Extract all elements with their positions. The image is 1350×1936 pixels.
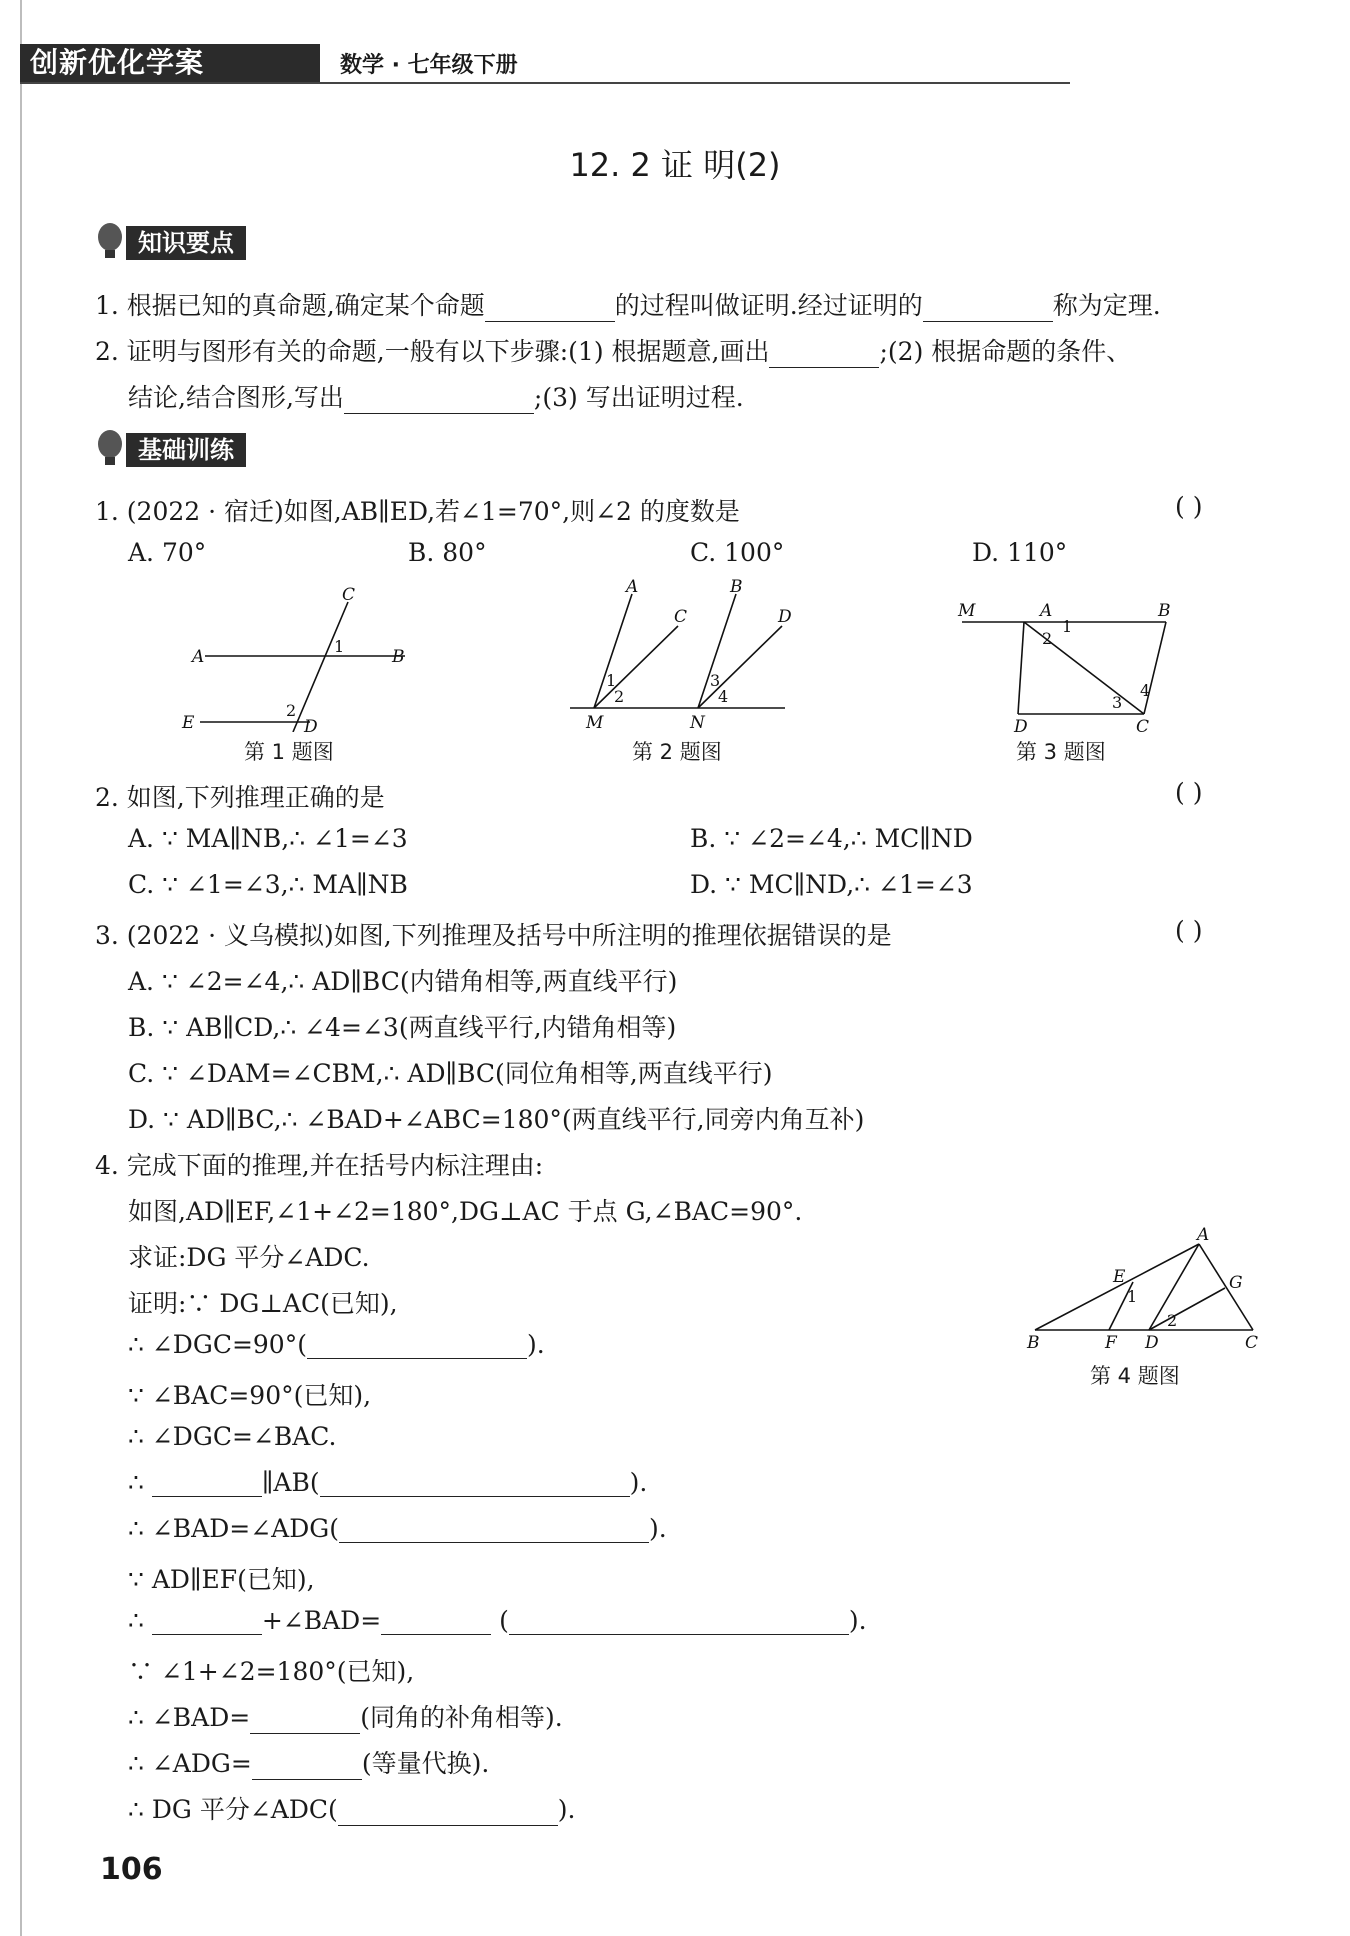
answer-blank[interactable] bbox=[320, 1470, 630, 1497]
answer-blank[interactable] bbox=[152, 1608, 262, 1635]
fig4-label: 1 bbox=[1127, 1287, 1138, 1306]
q4-step-4: ∴ ∠DGC=∠BAC. bbox=[128, 1422, 337, 1451]
fig3-label: 2 bbox=[1042, 629, 1053, 648]
fig4-label: E bbox=[1113, 1267, 1126, 1287]
q4-step-12-close: ). bbox=[557, 1795, 576, 1824]
q4-step-6 bbox=[128, 1514, 667, 1543]
fig3-label: 3 bbox=[1112, 693, 1123, 712]
fig2-label: 4 bbox=[718, 687, 729, 706]
q4-step-8-text-b: +∠BAD= bbox=[261, 1606, 382, 1635]
fig2-label: N bbox=[690, 713, 705, 733]
q3-stem: 3. (2022 · 义乌模拟)如图,下列推理及括号中所注明的推理依据错误的是 bbox=[95, 921, 892, 950]
figure-1-caption: 第 1 题图 bbox=[244, 740, 334, 764]
section-knowledge-label: 知识要点 bbox=[126, 226, 246, 260]
fig2-label: 2 bbox=[614, 687, 625, 706]
answer-blank[interactable] bbox=[152, 1470, 262, 1497]
answer-blank[interactable] bbox=[338, 1799, 558, 1826]
fig1-label: C bbox=[342, 585, 356, 605]
q4-step-3: ∵ ∠BAC=90°(已知), bbox=[128, 1381, 372, 1410]
q1-stem: 1. (2022 · 宿迁)如图,AB∥ED,若∠1=70°,则∠2 的度数是 bbox=[95, 497, 740, 526]
q4-step-1: 证明:∵ DG⊥AC(已知), bbox=[128, 1289, 398, 1318]
q2-option-d[interactable]: D. ∵ MC∥ND,∴ ∠1=∠3 bbox=[690, 870, 973, 899]
q1-option-b[interactable]: B. 80° bbox=[408, 538, 487, 567]
q4-step-11-text: ∴ ∠ADG= bbox=[128, 1749, 252, 1778]
fig2-label: 1 bbox=[606, 671, 617, 690]
knowledge-item-1 bbox=[95, 286, 1161, 322]
knowledge-1-text-b: 的过程叫做证明.经过证明的 bbox=[614, 291, 923, 320]
figure-2-caption: 第 2 题图 bbox=[632, 740, 722, 764]
q4-step-2-text: ∴ ∠DGC=90°( bbox=[128, 1330, 307, 1359]
figure-4-caption: 第 4 题图 bbox=[1090, 1364, 1180, 1388]
answer-blank[interactable] bbox=[307, 1332, 527, 1359]
figure-3 bbox=[950, 596, 1180, 736]
fig4-label: F bbox=[1105, 1333, 1117, 1353]
q2-option-b[interactable]: B. ∵ ∠2=∠4,∴ MC∥ND bbox=[690, 824, 973, 853]
section-knowledge bbox=[96, 226, 316, 260]
q3-answer-paren[interactable]: ( ) bbox=[1175, 916, 1203, 945]
answer-blank[interactable] bbox=[344, 387, 534, 414]
fig2-label: A bbox=[626, 578, 639, 597]
fig4-label: B bbox=[1027, 1333, 1040, 1353]
fig3-label: D bbox=[1014, 717, 1028, 736]
knowledge-2-text-a: 2. 证明与图形有关的命题,一般有以下步骤:(1) 根据题意,画出 bbox=[95, 337, 770, 366]
knowledge-1-text-c: 称为定理. bbox=[1052, 291, 1161, 320]
q4-step-8-close: ). bbox=[848, 1606, 867, 1635]
fig3-label: 1 bbox=[1062, 617, 1073, 636]
q4-step-5-close: ). bbox=[629, 1468, 648, 1497]
q4-step-5-text: ∴ bbox=[128, 1468, 144, 1497]
q4-step-10 bbox=[128, 1698, 563, 1734]
q4-step-2-close: ). bbox=[526, 1330, 545, 1359]
q3-option-b[interactable]: B. ∵ AB∥CD,∴ ∠4=∠3(两直线平行,内错角相等) bbox=[128, 1013, 677, 1042]
q4-step-5-text-b: ∥AB( bbox=[261, 1468, 320, 1497]
fig3-label: M bbox=[958, 601, 976, 621]
fig1-label: D bbox=[304, 717, 318, 732]
q4-step-8-text: ∴ bbox=[128, 1606, 144, 1635]
fig1-label: A bbox=[192, 647, 205, 667]
q2-option-a[interactable]: A. ∵ MA∥NB,∴ ∠1=∠3 bbox=[128, 824, 408, 853]
page-number: 106 bbox=[100, 1852, 163, 1887]
q4-step-7: ∵ AD∥EF(已知), bbox=[128, 1565, 315, 1594]
fig4-label: G bbox=[1229, 1273, 1243, 1293]
fig4-label: A bbox=[1197, 1226, 1210, 1245]
q4-step-11 bbox=[128, 1744, 489, 1780]
q4-stem: 4. 完成下面的推理,并在括号内标注理由: bbox=[95, 1151, 544, 1180]
figure-2 bbox=[560, 578, 800, 734]
q1-option-d[interactable]: D. 110° bbox=[972, 538, 1068, 567]
q4-step-10-text-b: (同角的补角相等). bbox=[360, 1703, 563, 1732]
q2-option-c[interactable]: C. ∵ ∠1=∠3,∴ MA∥NB bbox=[128, 870, 408, 899]
section-basic-label: 基础训练 bbox=[126, 433, 246, 467]
fig4-label: C bbox=[1245, 1333, 1259, 1353]
page-binding-edge bbox=[20, 0, 22, 1936]
answer-blank[interactable] bbox=[381, 1608, 491, 1635]
q4-step-11-text-b: (等量代换). bbox=[361, 1749, 490, 1778]
answer-blank[interactable] bbox=[250, 1707, 360, 1734]
answer-blank[interactable] bbox=[252, 1753, 362, 1780]
q4-step-9: ∵ ∠1+∠2=180°(已知), bbox=[128, 1657, 415, 1686]
fig3-label: 4 bbox=[1140, 681, 1151, 700]
q4-step-8-text-c: ( bbox=[499, 1606, 509, 1635]
q4-step-10-text: ∴ ∠BAD= bbox=[128, 1703, 251, 1732]
q4-step-6-close: ). bbox=[649, 1514, 667, 1543]
header-subject: 数学 · 七年级下册 bbox=[340, 53, 518, 78]
knowledge-2-text-c: 结论,结合图形,写出 bbox=[128, 383, 344, 412]
answer-blank[interactable] bbox=[769, 341, 879, 368]
fig1-label: 2 bbox=[286, 701, 297, 720]
q1-option-a[interactable]: A. 70° bbox=[128, 538, 207, 567]
fig2-label: D bbox=[778, 607, 792, 627]
fig2-label: C bbox=[674, 607, 688, 627]
q1-answer-paren[interactable]: ( ) bbox=[1175, 492, 1203, 521]
figure-3-caption: 第 3 题图 bbox=[1016, 740, 1106, 764]
knowledge-2-text-b: ;(2) 根据命题的条件、 bbox=[879, 337, 1132, 366]
q3-option-a[interactable]: A. ∵ ∠2=∠4,∴ AD∥BC(内错角相等,两直线平行) bbox=[128, 967, 678, 996]
fig2-label: 3 bbox=[710, 671, 721, 690]
q4-step-8 bbox=[128, 1606, 867, 1635]
header-brand: 创新优化学案 bbox=[30, 46, 205, 79]
fig1-label: B bbox=[392, 647, 405, 667]
answer-blank[interactable] bbox=[923, 295, 1053, 322]
answer-blank[interactable] bbox=[339, 1516, 649, 1543]
q4-prove: 求证:DG 平分∠ADC. bbox=[128, 1243, 370, 1272]
figure-1 bbox=[170, 582, 430, 732]
q3-option-c[interactable]: C. ∵ ∠DAM=∠CBM,∴ AD∥BC(同位角相等,两直线平行) bbox=[128, 1059, 773, 1088]
knowledge-2-text-d: ;(3) 写出证明过程. bbox=[533, 383, 744, 412]
knowledge-item-2-cont bbox=[128, 378, 744, 414]
page-title: 12. 2 证 明(2) bbox=[569, 146, 781, 184]
q4-given: 如图,AD∥EF,∠1+∠2=180°,DG⊥AC 于点 G,∠BAC=90°. bbox=[128, 1197, 803, 1226]
q2-stem: 2. 如图,下列推理正确的是 bbox=[95, 783, 385, 812]
fig1-label: E bbox=[182, 713, 195, 732]
fig1-label: 1 bbox=[334, 637, 345, 656]
q3-option-d[interactable]: D. ∵ AD∥BC,∴ ∠BAD+∠ABC=180°(两直线平行,同旁内角互补) bbox=[128, 1105, 865, 1134]
figure-4 bbox=[1025, 1226, 1265, 1356]
section-basic bbox=[96, 433, 316, 467]
fig2-label: M bbox=[586, 713, 604, 733]
answer-blank[interactable] bbox=[485, 295, 615, 322]
lightbulb-icon bbox=[96, 429, 124, 469]
knowledge-1-text-a: 1. 根据已知的真命题,确定某个命题 bbox=[95, 291, 485, 320]
q4-step-6-text: ∴ ∠BAD=∠ADG( bbox=[128, 1514, 339, 1543]
q2-answer-paren[interactable]: ( ) bbox=[1175, 778, 1203, 807]
q1-option-c[interactable]: C. 100° bbox=[690, 538, 785, 567]
header-divider bbox=[20, 82, 1070, 84]
fig2-label: B bbox=[730, 578, 743, 597]
lightbulb-icon bbox=[96, 222, 124, 262]
q4-step-12-text: ∴ DG 平分∠ADC( bbox=[128, 1795, 338, 1824]
fig4-label: 2 bbox=[1167, 1311, 1178, 1330]
q4-step-12 bbox=[128, 1790, 575, 1826]
fig4-label: D bbox=[1145, 1333, 1159, 1353]
answer-blank[interactable] bbox=[509, 1608, 849, 1635]
q4-step-2 bbox=[128, 1330, 545, 1359]
knowledge-item-2 bbox=[95, 332, 1131, 368]
fig3-label: C bbox=[1136, 717, 1150, 736]
fig3-label: A bbox=[1040, 601, 1053, 621]
q4-step-5 bbox=[128, 1468, 647, 1497]
fig3-label: B bbox=[1158, 601, 1171, 621]
